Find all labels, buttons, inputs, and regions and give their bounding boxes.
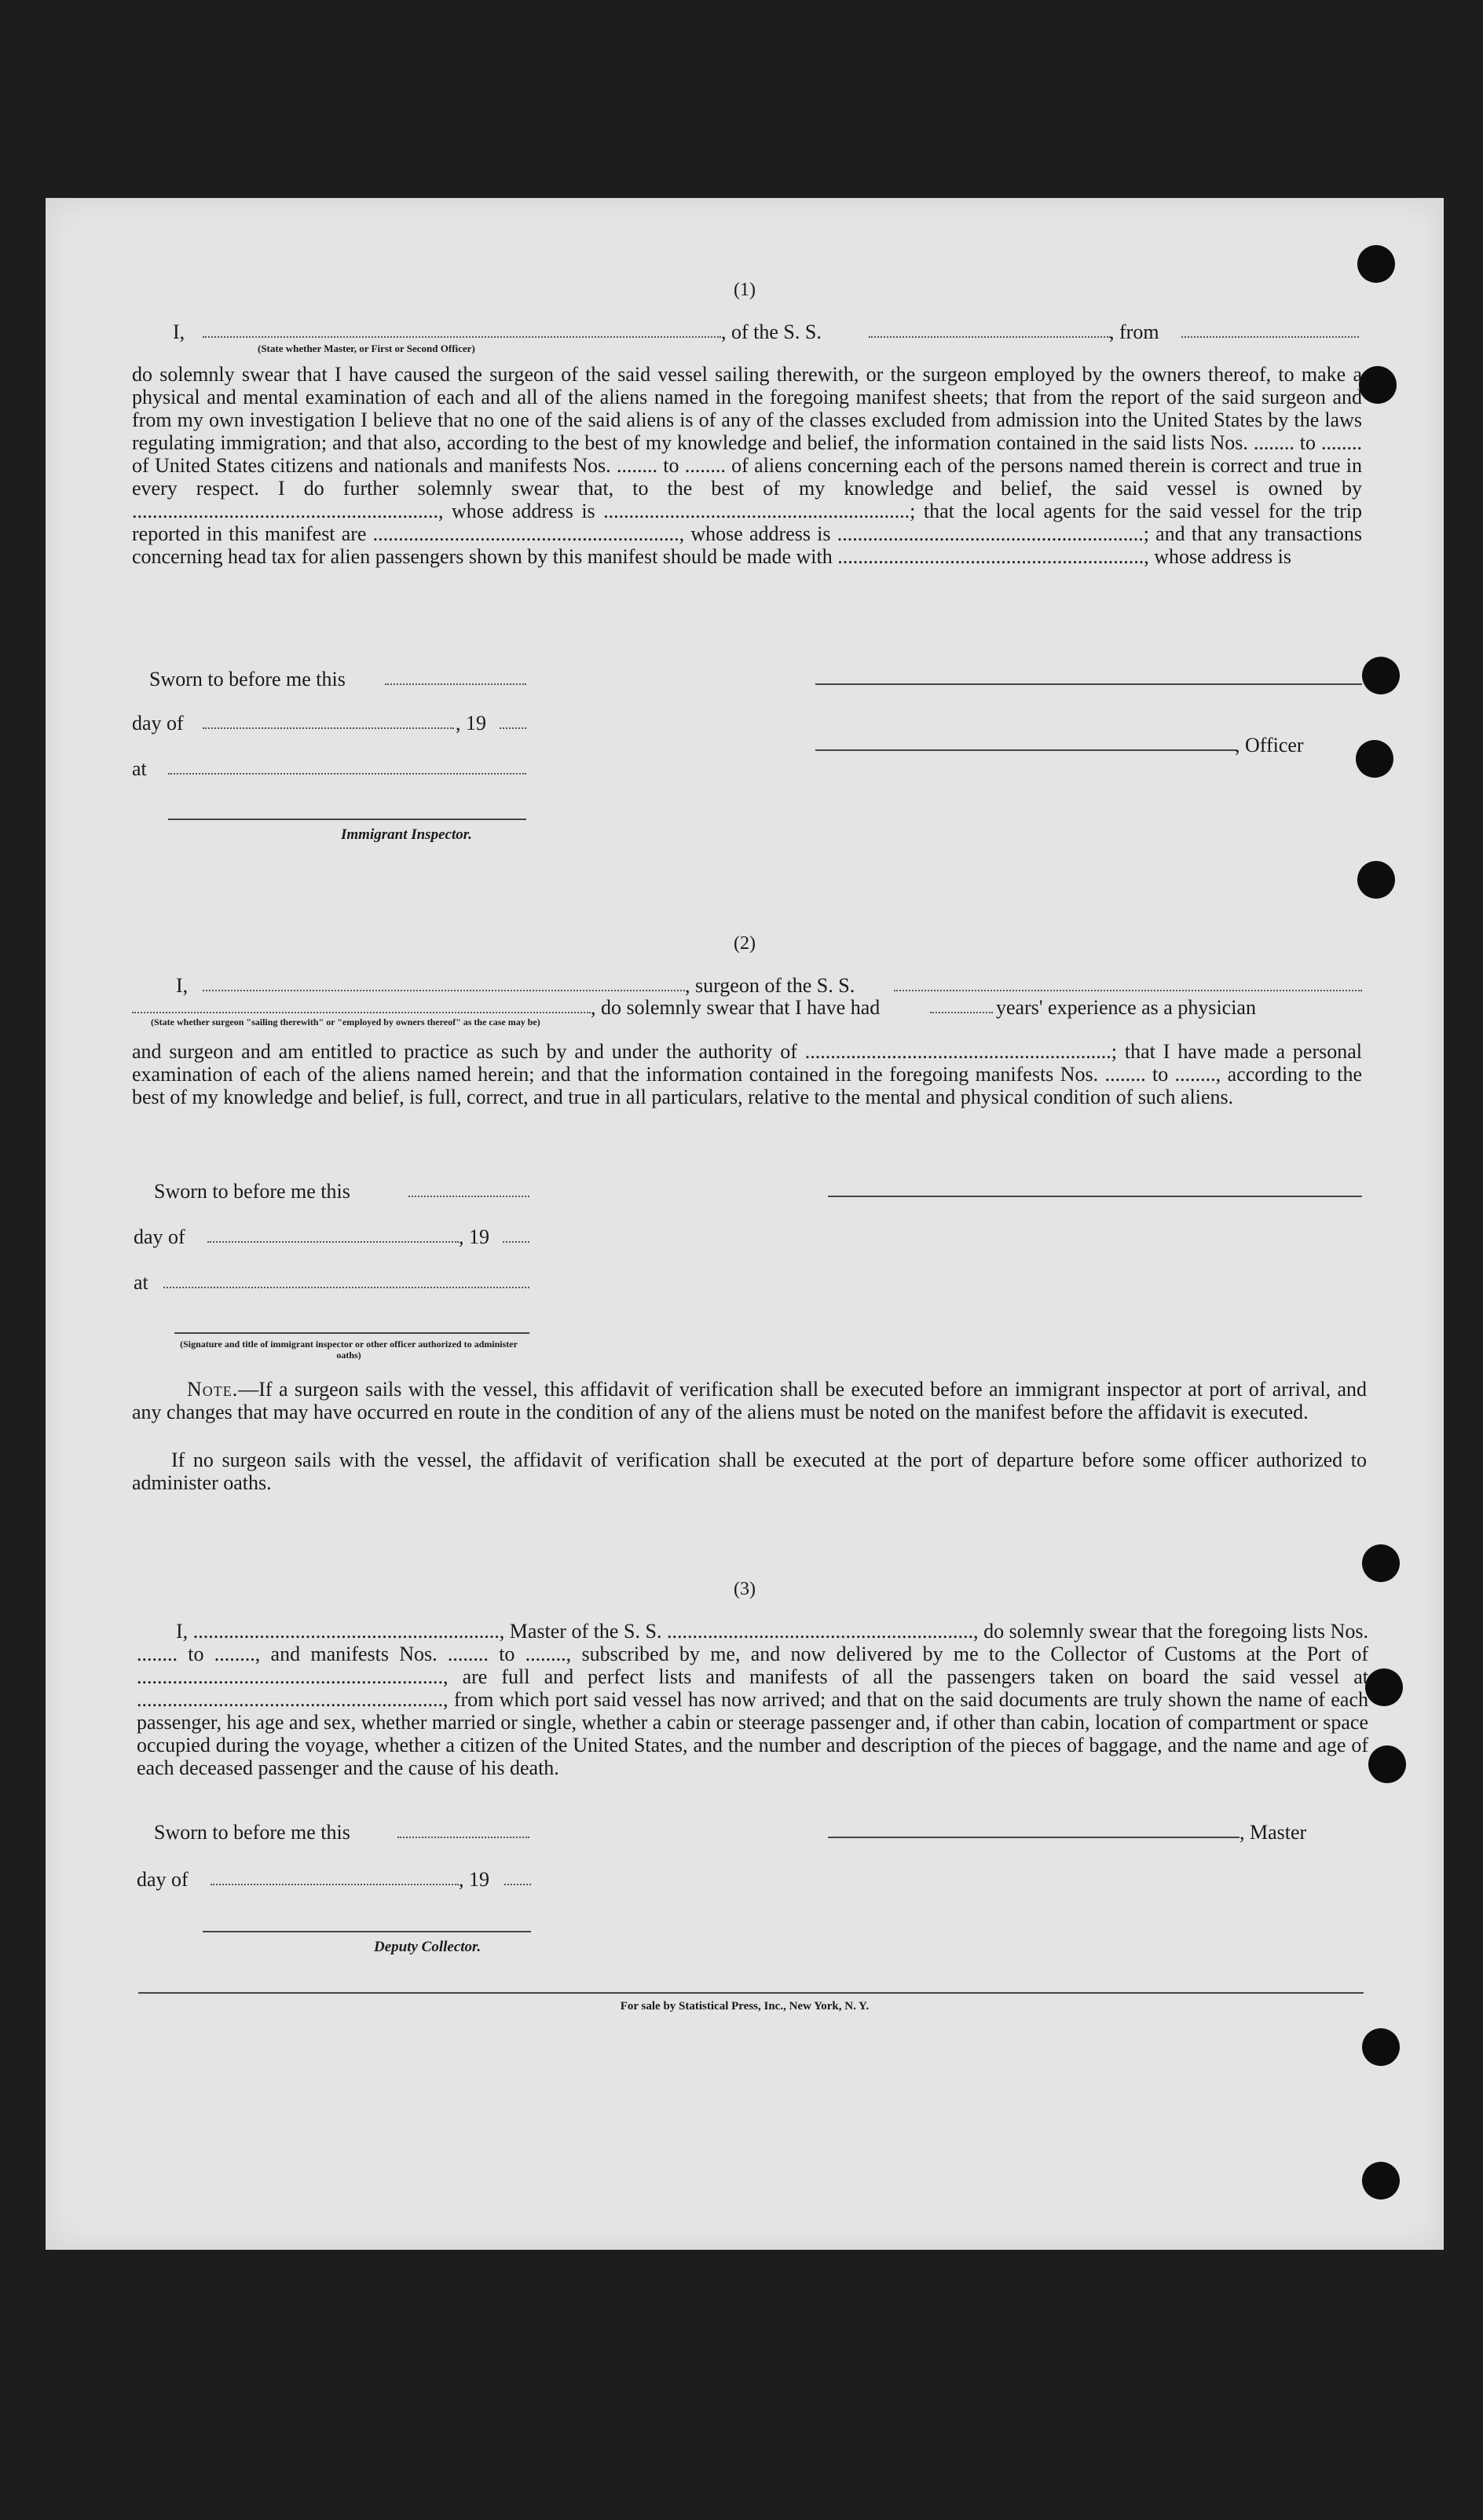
s2-line2-field-years	[930, 1012, 993, 1013]
s2-at-label: at	[134, 1271, 148, 1294]
punch-hole	[1362, 657, 1400, 694]
s2-line1-field-vessel	[894, 990, 1362, 991]
s3-oath-paragraph: I, ............................................................, Master of the S. S. ............................................................, do solemnly swear that the foregoing lists Nos. ........ to ........, and manifests Nos. ........ to ........, subscribed by me, and now delivered by me to the Collector of Customs at the Port of ............................................................, are full and perfect lists and manifests of all the passengers taken on board the said vessel at ............................................................, from which port said vessel has now arrived; and that on the said documents are truly shown the name of each passenger, his age and sex, whether married or single, whether a cabin or steerage passenger and, if other than cabin, location of compartment or space occupied during the voyage, whether a citizen of the United States, and the number and description of the pieces of baggage, and the name and age of each deceased passenger and the cause of his death.	[137, 1620, 1368, 1779]
s1-sworn-label: Sworn to before me this	[149, 668, 346, 690]
s3-day-label: day of	[137, 1868, 189, 1891]
punch-hole	[1365, 1668, 1403, 1706]
s1-at-label: at	[132, 757, 147, 780]
s2-day-label: day of	[134, 1225, 185, 1248]
s1-officer-name-line	[815, 749, 1236, 751]
s3-master-signature-line	[828, 1837, 1239, 1838]
s1-at-field	[168, 773, 526, 775]
s2-year-field	[503, 1241, 529, 1243]
punch-hole	[1368, 1745, 1406, 1783]
s1-year-label: , 19	[456, 712, 486, 734]
punch-hole	[1356, 740, 1393, 778]
s1-line1-from: , from	[1109, 320, 1159, 343]
footer-divider	[138, 1992, 1364, 1994]
s1-officer-note: (State whether Master, or First or Second Officer)	[258, 342, 475, 354]
s1-line1-i: I,	[173, 320, 185, 343]
s1-line1-field-from	[1181, 336, 1359, 338]
s1-day-field	[203, 727, 454, 729]
s1-day-label: day of	[132, 712, 184, 734]
punch-hole	[1362, 1544, 1400, 1582]
s1-officer-label: , Officer	[1235, 734, 1304, 756]
s2-line1-i: I,	[176, 974, 189, 997]
s2-line2-experience: years' experience as a physician	[996, 996, 1256, 1019]
s2-note-text: —If a surgeon sails with the vessel, this affidavit of verification shall be executed before an immigrant inspector at port of arrival, and any changes that may have occurred en route in the condition of any of the aliens must be noted on the manifest before the affidavit is executed.	[132, 1378, 1367, 1423]
manifest-form-page	[46, 198, 1444, 2250]
s1-sworn-field	[385, 683, 526, 685]
s2-sworn-field	[408, 1196, 529, 1197]
s2-note2-paragraph: If no surgeon sails with the vessel, the affidavit of verification shall be executed at the port of departure before some officer authorized to administer oaths.	[132, 1449, 1367, 1494]
punch-hole	[1362, 2162, 1400, 2200]
s2-signature-note: (Signature and title of immigrant inspector or other officer authorized to administer oaths)	[180, 1339, 518, 1361]
s3-master-label: , Master	[1239, 1821, 1307, 1844]
s1-inspector-label: Immigrant Inspector.	[341, 826, 472, 843]
s2-oath-paragraph: and surgeon and am entitled to practice as such by and under the authority of ............................................................; that I have made a personal examination of each of the aliens named herein; and that the information contained in the foregoing manifests Nos. ........ to ........, according to the best of my knowledge and belief, is full, correct, and true in all particulars, relative to the mental and physical condition of such aliens.	[132, 1040, 1362, 1108]
s1-officer-signature-line	[815, 683, 1362, 685]
s3-sworn-field	[397, 1837, 529, 1838]
s3-collector-label: Deputy Collector.	[374, 1939, 482, 1955]
s2-day-field	[207, 1241, 459, 1243]
s2-surgeon-note: (State whether surgeon "sailing therewith" or "employed by owners thereof" as the case may be)	[151, 1016, 540, 1027]
s2-at-field	[163, 1287, 529, 1288]
s2-year-label: , 19	[459, 1225, 489, 1248]
s2-note-paragraph	[132, 1378, 1367, 1423]
s2-note-label: Note.	[187, 1378, 239, 1401]
s3-collector-signature-line	[203, 1931, 531, 1932]
s3-day-field	[211, 1884, 459, 1885]
section-2-number: (2)	[734, 933, 756, 954]
punch-hole	[1359, 366, 1397, 404]
section-1-number: (1)	[734, 280, 756, 300]
punch-hole	[1362, 2028, 1400, 2066]
section-3-number: (3)	[734, 1579, 756, 1599]
s2-surgeon-signature-line	[828, 1196, 1362, 1197]
s2-line1-ss: , surgeon of the S. S.	[685, 974, 855, 997]
s2-inspector-signature-line	[174, 1332, 529, 1334]
s3-year-label: , 19	[459, 1868, 489, 1891]
s3-sworn-label: Sworn to before me this	[154, 1821, 350, 1844]
punch-hole	[1357, 245, 1395, 283]
s2-line2-field-name	[132, 1012, 591, 1013]
s2-line1-field-surgeon	[203, 990, 685, 991]
s1-inspector-signature-line	[168, 819, 526, 820]
punch-hole	[1357, 861, 1395, 899]
s1-year-field	[500, 727, 526, 729]
footer-printer-note: For sale by Statistical Press, Inc., New York, N. Y.	[620, 2000, 870, 2013]
s1-line1-field-vessel	[869, 336, 1111, 338]
s1-oath-paragraph: do solemnly swear that I have caused the surgeon of the said vessel sailing therewith, or the surgeon employed by the owners thereof, to make a physical and mental examination of each and all of the aliens named in the foregoing manifest sheets; that from the report of the said surgeon and from my own investigation I believe that no one of the said aliens is of any of the classes excluded from admission into the United States by the laws regulating immigration; and that also, according to the best of my knowledge and belief, the information contained in the said lists Nos. ........ to ........ of United States citizens and nationals and manifests Nos. ........ to ........ of aliens concerning each of the persons named therein is correct and true in every respect. I do further solemnly swear that, to the best of my knowledge and belief, the said vessel is owned by ............................................................, whose address is ............................................................; that the local agents for the said vessel for the trip reported in this manifest are ............................................................, whose address is ............................................................; and that any transactions concerning head tax for alien passengers shown by this manifest should be made with ............................................................, whose address is	[132, 363, 1362, 568]
s1-line1-field-officer	[203, 336, 721, 338]
s3-year-field	[504, 1884, 531, 1885]
s2-sworn-label: Sworn to before me this	[154, 1180, 350, 1203]
s2-line2-swear: , do solemnly swear that I have had	[591, 996, 881, 1019]
s1-line1-ss: , of the S. S.	[721, 320, 822, 343]
